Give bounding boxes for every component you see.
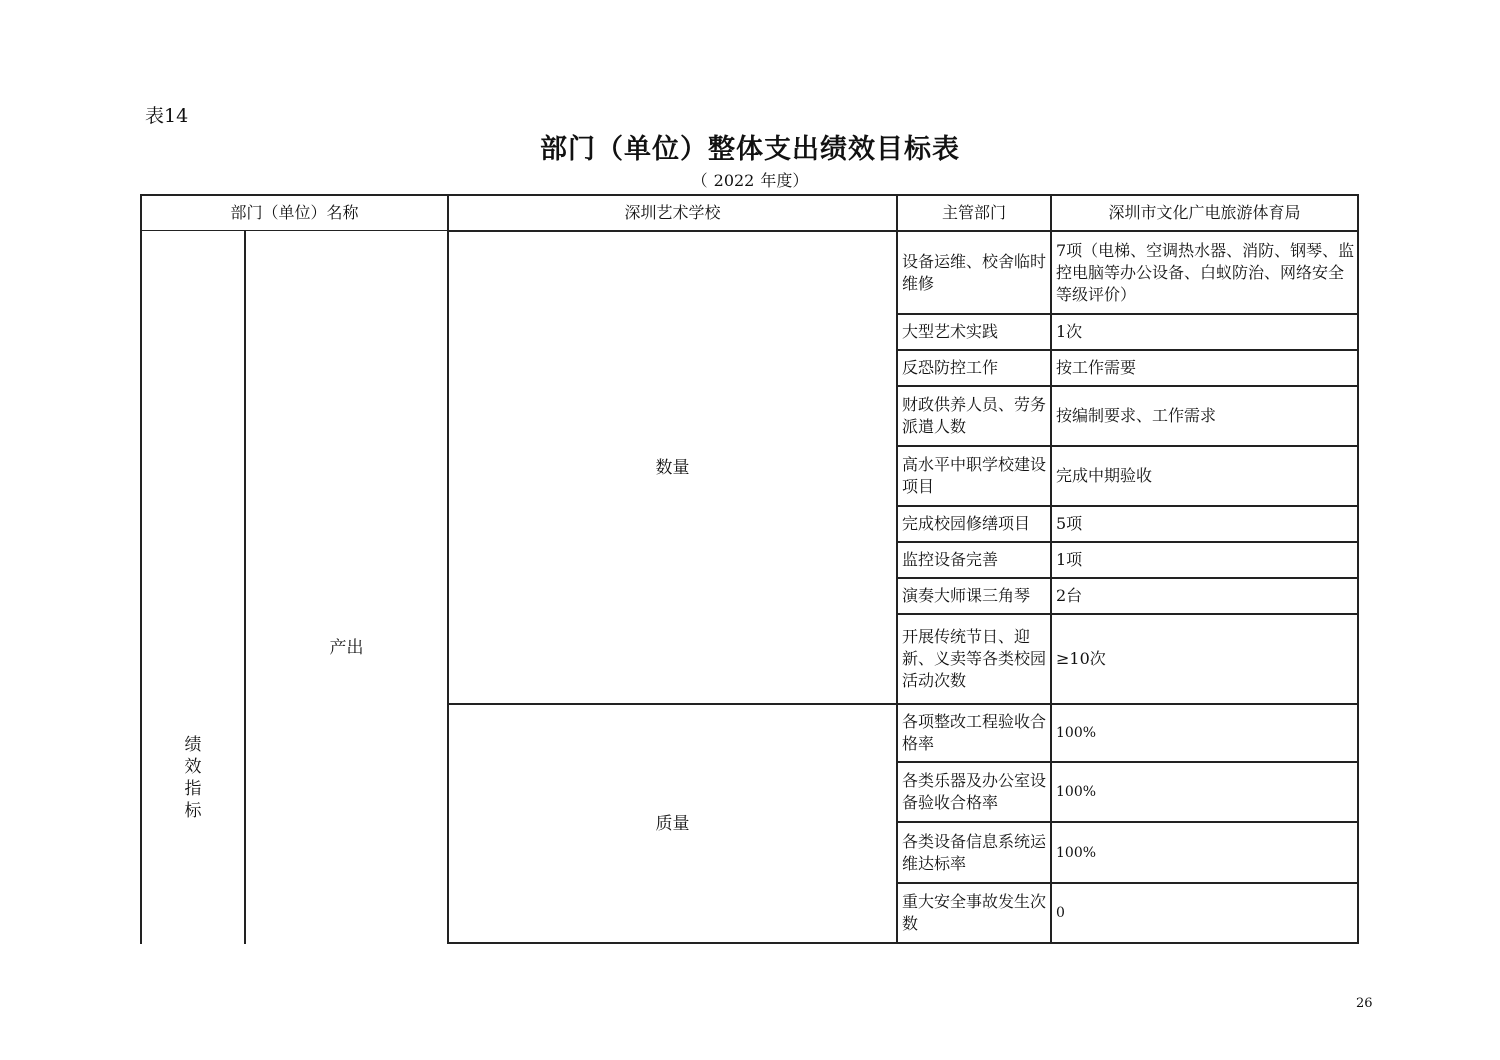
year-open-paren: （: [691, 171, 708, 190]
target-cell: 完成中期验收: [1051, 446, 1359, 506]
supervisor-value: 深圳市文化广电旅游体育局: [1051, 194, 1359, 231]
dept-name-label: 部门（单位）名称: [140, 194, 448, 231]
table-label: 表14: [145, 105, 189, 127]
group-quality: 质量: [448, 704, 897, 944]
target-cell: 1项: [1051, 542, 1359, 578]
dept-name-value: 深圳艺术学校: [448, 194, 897, 231]
indicator-cell: 高水平中职学校建设项目: [897, 446, 1051, 506]
level1-char: 指: [184, 779, 202, 799]
target-cell: 100%: [1051, 704, 1359, 762]
target-cell: 7项（电梯、空调热水器、消防、钢琴、监控电脑等办公设备、白蚁防治、网络安全等级评价）: [1051, 231, 1359, 314]
indicator-cell: 完成校园修缮项目: [897, 506, 1051, 542]
level2-indicator-label: 产出: [329, 638, 364, 658]
target-cell: 2台: [1051, 578, 1359, 614]
group-quantity: 数量: [448, 231, 897, 704]
indicator-cell: 各类设备信息系统运维达标率: [897, 822, 1051, 883]
target-cell: 1次: [1051, 314, 1359, 350]
level1-indicator-label: [178, 734, 208, 822]
level1-char: 标: [184, 801, 202, 821]
year-value: 2022: [713, 171, 755, 190]
level1-char: 绩: [184, 735, 202, 755]
target-cell: 5项: [1051, 506, 1359, 542]
indicator-cell: 各类乐器及办公室设备验收合格率: [897, 762, 1051, 822]
year-suffix: 年度）: [760, 171, 809, 190]
target-cell: ≥10次: [1051, 614, 1359, 704]
year-line: [0, 168, 1500, 191]
target-cell: 100%: [1051, 822, 1359, 883]
page-title: 部门（单位）整体支出绩效目标表: [540, 134, 960, 165]
level1-char: 效: [184, 757, 202, 777]
level1-divider-line: [244, 231, 246, 944]
target-cell: 100%: [1051, 762, 1359, 822]
page-number: 26: [1356, 996, 1373, 1011]
target-cell: 按编制要求、工作需求: [1051, 386, 1359, 446]
indicator-cell: 反恐防控工作: [897, 350, 1051, 386]
indicator-cell: 演奏大师课三角琴: [897, 578, 1051, 614]
indicator-cell: 监控设备完善: [897, 542, 1051, 578]
indicator-cell: 大型艺术实践: [897, 314, 1051, 350]
indicator-cell: 开展传统节日、迎新、义卖等各类校园活动次数: [897, 614, 1051, 704]
target-cell: 按工作需要: [1051, 350, 1359, 386]
indicator-cell: 财政供养人员、劳务派遣人数: [897, 386, 1051, 446]
left-border-line: [140, 231, 142, 944]
indicator-cell: 各项整改工程验收合格率: [897, 704, 1051, 762]
indicator-cell: 重大安全事故发生次数: [897, 883, 1051, 944]
indicator-cell: 设备运维、校舍临时维修: [897, 231, 1051, 314]
supervisor-label: 主管部门: [897, 194, 1051, 231]
target-cell: 0: [1051, 883, 1359, 944]
